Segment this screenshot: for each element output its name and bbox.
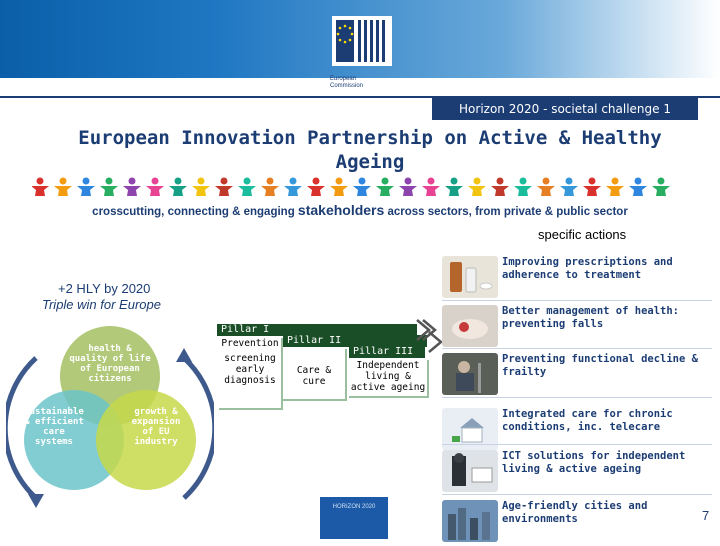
divider xyxy=(442,300,712,301)
venn-left-line1: sustainable xyxy=(24,407,84,417)
person-figure-icon xyxy=(583,178,601,197)
person-figure-icon xyxy=(353,178,371,197)
pillar-1-line4: diagnosis xyxy=(224,375,276,386)
divider xyxy=(442,444,712,445)
pillar-2-label: Pillar II xyxy=(287,335,342,346)
ec-label-line1: European xyxy=(330,76,357,82)
venn-top-line4: citizens xyxy=(88,374,132,384)
person-figure-icon xyxy=(32,178,49,197)
triple-win: Triple win for Europe xyxy=(42,297,161,312)
action-text-5: ICT solutions for independent living & active ageing xyxy=(502,450,686,475)
person-figure-icon xyxy=(77,178,95,197)
hly-goal: +2 HLY by 2020 xyxy=(58,281,151,296)
pillar-3-line3: active ageing xyxy=(350,382,426,393)
horizon-logo-text: HORIZON 2020 xyxy=(332,504,376,510)
horizon-2020-logo xyxy=(320,497,388,539)
action-text-1: Improving prescriptions and adherence to treatment xyxy=(502,256,673,281)
action-row-falls xyxy=(442,305,712,351)
pills-photo-icon xyxy=(442,256,498,298)
pillar-2-line2: cure xyxy=(302,376,326,387)
divider xyxy=(442,397,712,398)
person-figure-icon xyxy=(146,178,164,197)
ec-label-line2: Commission xyxy=(330,83,364,89)
person-figure-icon xyxy=(445,178,463,197)
person-figure-icon xyxy=(54,178,72,197)
person-figure-icon xyxy=(422,178,440,197)
pillar-1-line2: screening xyxy=(224,353,276,364)
venn-left-line3: care xyxy=(43,427,65,437)
venn-left-line2: & efficient xyxy=(24,417,84,427)
page-title xyxy=(40,126,700,174)
triple-win-venn-diagram xyxy=(6,318,214,530)
person-figure-icon xyxy=(123,178,141,197)
action-text-3: Preventing functional decline & frailty xyxy=(502,353,698,378)
venn-top-line1: health & xyxy=(88,344,132,354)
european-commission-building-logo xyxy=(330,8,394,72)
person-figure-icon xyxy=(560,178,578,197)
action-text-2: Better management of health: preventing falls xyxy=(502,305,680,330)
action-text-4: Integrated care for chronic conditions, inc. telecare xyxy=(502,408,673,433)
person-figure-icon xyxy=(238,178,256,197)
stakeholders-people-row xyxy=(32,176,680,196)
person-figure-icon xyxy=(330,178,348,197)
divider xyxy=(442,348,712,349)
pillar-2-line1: Care & xyxy=(296,365,332,376)
pillar-3-line1: Independent xyxy=(356,360,420,371)
person-figure-icon xyxy=(376,178,394,197)
person-figure-icon xyxy=(652,178,670,197)
action-row-integrated-care xyxy=(442,408,712,454)
person-figure-icon xyxy=(215,178,233,197)
title-line2: Ageing xyxy=(335,151,405,173)
action-row-age-friendly xyxy=(442,500,712,546)
action-row-frailty xyxy=(442,353,712,399)
subtitle-emphasis: stakeholders xyxy=(297,202,385,218)
person-figure-icon xyxy=(491,178,509,197)
venn-left-line4: systems xyxy=(35,437,73,447)
action-row-ict xyxy=(442,450,712,496)
ec-logo-label xyxy=(330,76,400,90)
venn-top-line2: quality of life xyxy=(69,354,151,364)
venn-right-line4: industry xyxy=(134,437,178,447)
venn-right-line3: of EU xyxy=(142,427,170,437)
action-row-prescriptions xyxy=(442,256,712,302)
pillar-3-label: Pillar III xyxy=(353,346,414,357)
person-figure-icon xyxy=(284,178,302,197)
pillar-1-line3: early xyxy=(235,364,265,375)
person-figure-icon xyxy=(537,178,555,197)
person-figure-icon xyxy=(169,178,187,197)
person-figure-icon xyxy=(100,178,118,197)
venn-right-line1: growth & xyxy=(134,407,178,417)
action-text-6: Age-friendly cities and environments xyxy=(502,500,648,525)
title-line1: European Innovation Partnership on Active & Healthy xyxy=(78,127,662,149)
venn-right-line2: expansion xyxy=(131,417,181,427)
pillar-3-box xyxy=(349,360,429,398)
pillar-1-line1: Prevention xyxy=(221,338,279,349)
person-figure-icon xyxy=(514,178,532,197)
subtitle xyxy=(40,202,680,218)
specific-actions-heading: specific actions xyxy=(538,227,627,242)
person-figure-icon xyxy=(399,178,417,197)
pillar-1-label: Pillar I xyxy=(221,324,270,335)
frailty-photo-icon xyxy=(442,353,498,395)
programme-bar: Horizon 2020 - societal challenge 1 xyxy=(432,98,698,120)
pillars-diagram xyxy=(215,318,447,418)
person-figure-icon xyxy=(468,178,486,197)
page-number: 7 xyxy=(702,508,710,523)
pillar-2-box xyxy=(283,349,347,401)
subtitle-pre: crosscutting, connecting & engaging xyxy=(92,206,298,218)
city-photo-icon xyxy=(442,500,498,542)
person-figure-icon xyxy=(606,178,624,197)
pillar-3-line2: living & xyxy=(365,371,411,382)
venn-top-line3: of European xyxy=(80,364,140,374)
person-figure-icon xyxy=(192,178,210,197)
divider xyxy=(442,494,712,495)
pillar-1-box xyxy=(219,338,283,410)
person-figure-icon xyxy=(307,178,325,197)
falls-photo-icon xyxy=(442,305,498,347)
subtitle-post: across sectors, from private & public sector xyxy=(384,206,628,218)
ict-photo-icon xyxy=(442,450,498,492)
person-figure-icon xyxy=(629,178,647,197)
person-figure-icon xyxy=(261,178,279,197)
